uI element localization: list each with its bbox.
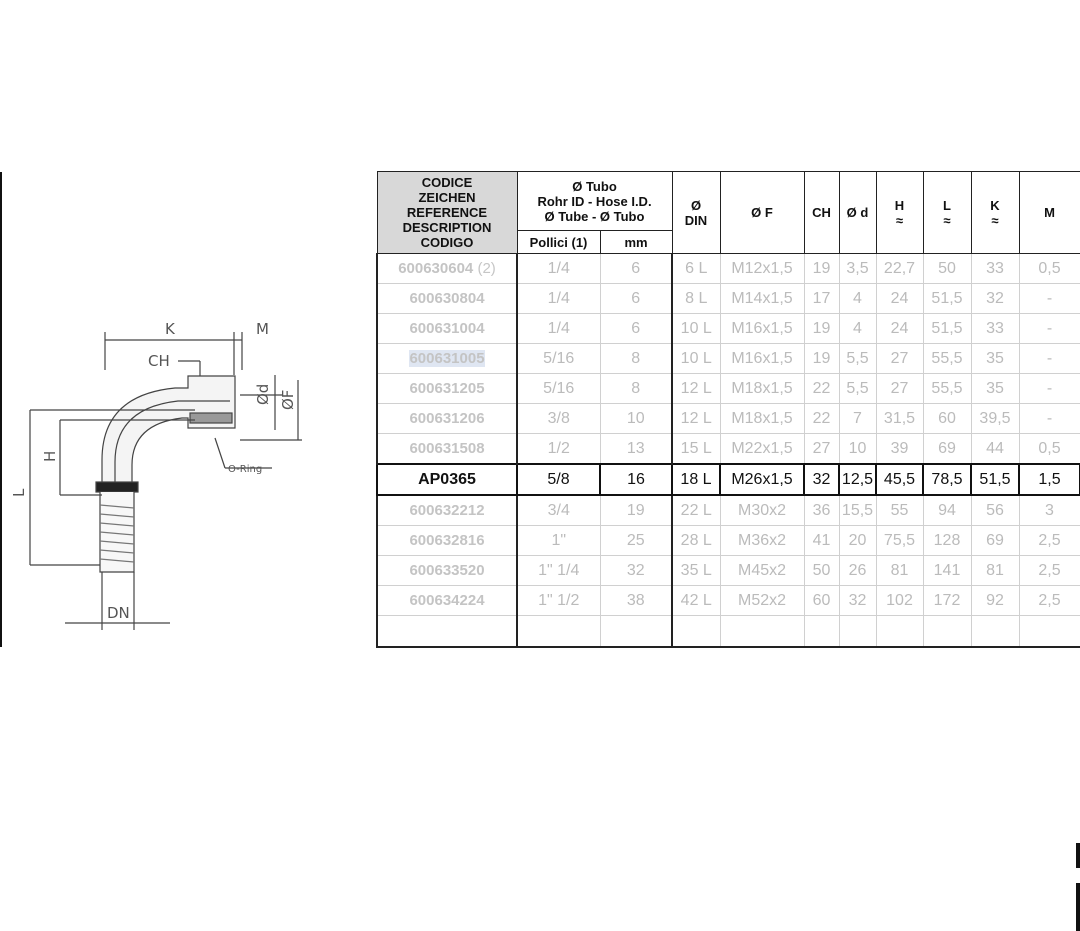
dim-label-dn: DN <box>107 604 130 622</box>
table-cell-m: - <box>1019 404 1080 434</box>
table-cell-l: 50 <box>923 254 971 284</box>
edge-mark <box>1076 843 1080 868</box>
table-cell-empty <box>672 616 720 648</box>
part-code: 600630804 <box>409 290 485 307</box>
table-cell-d: 32 <box>839 586 876 616</box>
table-cell-mm: 6 <box>600 254 672 284</box>
table-cell-k: 32 <box>971 284 1019 314</box>
table-cell-empty <box>517 616 600 648</box>
table-row <box>377 495 1080 526</box>
table-cell-code <box>377 344 517 374</box>
table-cell-mm: 10 <box>600 404 672 434</box>
table-cell-mm: 16 <box>600 464 672 495</box>
table-cell-empty <box>839 616 876 648</box>
table-cell-k: 35 <box>971 344 1019 374</box>
table-cell-empty <box>923 616 971 648</box>
table-cell-empty <box>377 616 517 648</box>
table-cell-k: 92 <box>971 586 1019 616</box>
part-code: 600631004 <box>409 320 485 337</box>
table-cell-pollici: 1" <box>517 526 600 556</box>
table-cell-m: 3 <box>1019 495 1080 526</box>
table-cell-empty <box>971 616 1019 648</box>
table-cell-pollici: 3/8 <box>517 404 600 434</box>
table-cell-f: M12x1,5 <box>720 254 804 284</box>
table-row <box>377 586 1080 616</box>
table-row <box>377 464 1080 495</box>
fitting-technical-drawing <box>10 300 310 640</box>
table-cell-l: 172 <box>923 586 971 616</box>
table-cell-h: 24 <box>876 284 923 314</box>
table-cell-code <box>377 464 517 495</box>
table-cell-mm: 25 <box>600 526 672 556</box>
table-cell-f: M16x1,5 <box>720 344 804 374</box>
edge-mark <box>1076 883 1080 931</box>
table-cell-mm: 8 <box>600 344 672 374</box>
table-cell-pollici: 1/4 <box>517 284 600 314</box>
table-cell-pollici: 1" 1/2 <box>517 586 600 616</box>
header-mm: mm <box>600 231 672 254</box>
table-cell-l: 94 <box>923 495 971 526</box>
table-cell-din: 28 L <box>672 526 720 556</box>
table-cell-m: 1,5 <box>1019 464 1080 495</box>
table-cell-l: 51,5 <box>923 314 971 344</box>
header-h-line: H <box>894 197 905 213</box>
table-cell-h: 39 <box>876 434 923 465</box>
table-cell-m: 2,5 <box>1019 526 1080 556</box>
table-cell-code <box>377 374 517 404</box>
table-cell-m: 2,5 <box>1019 586 1080 616</box>
table-cell-pollici: 1/2 <box>517 434 600 465</box>
header-k-line: K <box>990 197 1000 213</box>
table-cell-h: 75,5 <box>876 526 923 556</box>
header-l <box>923 172 971 254</box>
table-cell-code <box>377 404 517 434</box>
table-cell-pollici: 3/4 <box>517 495 600 526</box>
header-code-line: DESCRIPTION <box>402 220 492 235</box>
table-cell-h: 55 <box>876 495 923 526</box>
dim-label-h: H <box>41 450 59 462</box>
table-cell-din: 15 L <box>672 434 720 465</box>
table-cell-m: - <box>1019 284 1080 314</box>
table-cell-code <box>377 434 517 465</box>
table-cell-code <box>377 495 517 526</box>
table-cell-ch: 50 <box>804 556 839 586</box>
table-cell-h: 81 <box>876 556 923 586</box>
header-code-line: CODICE <box>421 175 473 190</box>
header-h <box>876 172 923 254</box>
table-cell-f: M18x1,5 <box>720 404 804 434</box>
header-tube <box>517 172 672 231</box>
table-cell-empty <box>720 616 804 648</box>
table-cell-ch: 32 <box>804 464 839 495</box>
table-cell-pollici: 5/16 <box>517 344 600 374</box>
header-din <box>672 172 720 254</box>
table-cell-mm: 8 <box>600 374 672 404</box>
table-cell-f: M30x2 <box>720 495 804 526</box>
table-cell-l: 55,5 <box>923 374 971 404</box>
part-code: 600632212 <box>409 502 485 519</box>
table-cell-din: 35 L <box>672 556 720 586</box>
header-l-approx: ≈ <box>943 212 951 228</box>
table-cell-empty <box>876 616 923 648</box>
table-cell-empty <box>600 616 672 648</box>
dim-label-d: Ød <box>254 383 272 405</box>
table-cell-k: 35 <box>971 374 1019 404</box>
table-cell-k: 44 <box>971 434 1019 465</box>
header-code-line: REFERENCE <box>406 205 488 220</box>
part-code: 600630604 <box>398 260 474 277</box>
table-cell-din: 12 L <box>672 374 720 404</box>
header-k <box>971 172 1019 254</box>
header-din-line: Ø <box>690 197 702 213</box>
table-cell-f: M22x1,5 <box>720 434 804 465</box>
table-cell-l: 69 <box>923 434 971 465</box>
dim-label-oring: O-Ring <box>228 464 263 475</box>
table-cell-mm: 6 <box>600 284 672 314</box>
table-cell-pollici: 5/16 <box>517 374 600 404</box>
table-row <box>377 344 1080 374</box>
table-cell-h: 27 <box>876 344 923 374</box>
table-cell-pollici: 5/8 <box>517 464 600 495</box>
table-cell-k: 39,5 <box>971 404 1019 434</box>
table-cell-pollici: 1" 1/4 <box>517 556 600 586</box>
table-cell-din: 18 L <box>672 464 720 495</box>
part-code: AP0365 <box>418 470 476 488</box>
fittings-table <box>376 171 1080 648</box>
table-cell-m: 0,5 <box>1019 434 1080 465</box>
table-cell-din: 22 L <box>672 495 720 526</box>
left-border-line <box>0 172 2 647</box>
table-cell-mm: 6 <box>600 314 672 344</box>
table-cell-l: 60 <box>923 404 971 434</box>
table-cell-ch: 36 <box>804 495 839 526</box>
table-cell-din: 42 L <box>672 586 720 616</box>
table-cell-d: 15,5 <box>839 495 876 526</box>
table-cell-code <box>377 526 517 556</box>
table-cell-k: 81 <box>971 556 1019 586</box>
table-cell-pollici: 1/4 <box>517 254 600 284</box>
table-cell-k: 56 <box>971 495 1019 526</box>
table-cell-k: 69 <box>971 526 1019 556</box>
table-cell-din: 8 L <box>672 284 720 314</box>
table-cell-d: 20 <box>839 526 876 556</box>
table-cell-empty <box>804 616 839 648</box>
table-cell-ch: 60 <box>804 586 839 616</box>
table-cell-din: 6 L <box>672 254 720 284</box>
table-cell-h: 24 <box>876 314 923 344</box>
header-pollici: Pollici (1) <box>517 231 600 254</box>
part-code: 600634224 <box>409 592 485 609</box>
table-cell-d: 4 <box>839 314 876 344</box>
header-tube-line: Ø Tubo <box>572 178 617 194</box>
header-tube-line: Ø Tube - Ø Tubo <box>544 208 645 224</box>
dim-label-l: L <box>10 488 28 497</box>
table-cell-ch: 22 <box>804 404 839 434</box>
table-cell-code <box>377 284 517 314</box>
part-code: 600631005 <box>409 350 485 367</box>
table-cell-m: 2,5 <box>1019 556 1080 586</box>
table-cell-l: 51,5 <box>923 284 971 314</box>
table-cell-d: 4 <box>839 284 876 314</box>
header-d: Ø d <box>839 172 876 254</box>
header-din-line: DIN <box>684 212 708 228</box>
header-m: M <box>1019 172 1080 254</box>
table-cell-f: M18x1,5 <box>720 374 804 404</box>
table-row <box>377 434 1080 465</box>
table-cell-h: 102 <box>876 586 923 616</box>
table-row <box>377 526 1080 556</box>
table-row <box>377 404 1080 434</box>
header-code <box>377 172 517 254</box>
table-cell-empty <box>1019 616 1080 648</box>
dim-label-m: M <box>256 320 269 338</box>
table-cell-d: 7 <box>839 404 876 434</box>
table-cell-l: 128 <box>923 526 971 556</box>
part-code: 600631508 <box>409 440 485 457</box>
table-cell-din: 10 L <box>672 314 720 344</box>
table-cell-f: M45x2 <box>720 556 804 586</box>
table-cell-d: 10 <box>839 434 876 465</box>
table-cell-ch: 22 <box>804 374 839 404</box>
table-cell-ch: 19 <box>804 254 839 284</box>
table-cell-code <box>377 314 517 344</box>
table-cell-ch: 41 <box>804 526 839 556</box>
part-code: 600631206 <box>409 410 485 427</box>
table-cell-k: 51,5 <box>971 464 1019 495</box>
table-cell-code <box>377 254 517 284</box>
table-cell-f: M14x1,5 <box>720 284 804 314</box>
part-code: 600631205 <box>409 380 485 397</box>
part-code: 600632816 <box>409 532 485 549</box>
table-cell-h: 45,5 <box>876 464 923 495</box>
table-cell-h: 31,5 <box>876 404 923 434</box>
table-cell-k: 33 <box>971 254 1019 284</box>
table-cell-ch: 27 <box>804 434 839 465</box>
table-cell-ch: 17 <box>804 284 839 314</box>
table-cell-d: 12,5 <box>839 464 876 495</box>
table-cell-l: 141 <box>923 556 971 586</box>
table-cell-code <box>377 586 517 616</box>
table-cell-f: M36x2 <box>720 526 804 556</box>
table-cell-h: 27 <box>876 374 923 404</box>
table-cell-d: 3,5 <box>839 254 876 284</box>
table-cell-l: 78,5 <box>923 464 971 495</box>
table-cell-ch: 19 <box>804 344 839 374</box>
table-cell-f: M16x1,5 <box>720 314 804 344</box>
header-f: Ø F <box>720 172 804 254</box>
table-cell-din: 10 L <box>672 344 720 374</box>
table-cell-mm: 19 <box>600 495 672 526</box>
table-row <box>377 556 1080 586</box>
header-ch: CH <box>804 172 839 254</box>
header-l-line: L <box>943 197 951 213</box>
table-row <box>377 254 1080 284</box>
dim-label-k: K <box>165 320 175 338</box>
part-code: 600633520 <box>409 562 485 579</box>
header-h-approx: ≈ <box>895 212 904 228</box>
table-row <box>377 314 1080 344</box>
table-row-empty <box>377 616 1080 648</box>
table-cell-m: 0,5 <box>1019 254 1080 284</box>
table-cell-mm: 38 <box>600 586 672 616</box>
table-row <box>377 374 1080 404</box>
table-cell-f: M26x1,5 <box>720 464 804 495</box>
header-code-line: CODIGO <box>420 235 474 250</box>
table-cell-d: 5,5 <box>839 344 876 374</box>
table-cell-d: 26 <box>839 556 876 586</box>
table-cell-pollici: 1/4 <box>517 314 600 344</box>
table-cell-mm: 32 <box>600 556 672 586</box>
table-cell-ch: 19 <box>804 314 839 344</box>
table-row <box>377 284 1080 314</box>
table-cell-code <box>377 556 517 586</box>
table-cell-h: 22,7 <box>876 254 923 284</box>
header-k-approx: ≈ <box>991 212 999 228</box>
table-cell-d: 5,5 <box>839 374 876 404</box>
header-tube-line: Rohr ID - Hose I.D. <box>537 193 652 209</box>
table-cell-din: 12 L <box>672 404 720 434</box>
table-cell-m: - <box>1019 314 1080 344</box>
dim-label-f: ØF <box>279 389 297 410</box>
part-code-note: (2) <box>477 260 496 277</box>
table-cell-l: 55,5 <box>923 344 971 374</box>
header-code-line: ZEICHEN <box>418 190 476 205</box>
table-cell-f: M52x2 <box>720 586 804 616</box>
table-cell-k: 33 <box>971 314 1019 344</box>
table-cell-mm: 13 <box>600 434 672 465</box>
dim-label-ch: CH <box>148 352 170 370</box>
table-cell-m: - <box>1019 344 1080 374</box>
table-cell-m: - <box>1019 374 1080 404</box>
